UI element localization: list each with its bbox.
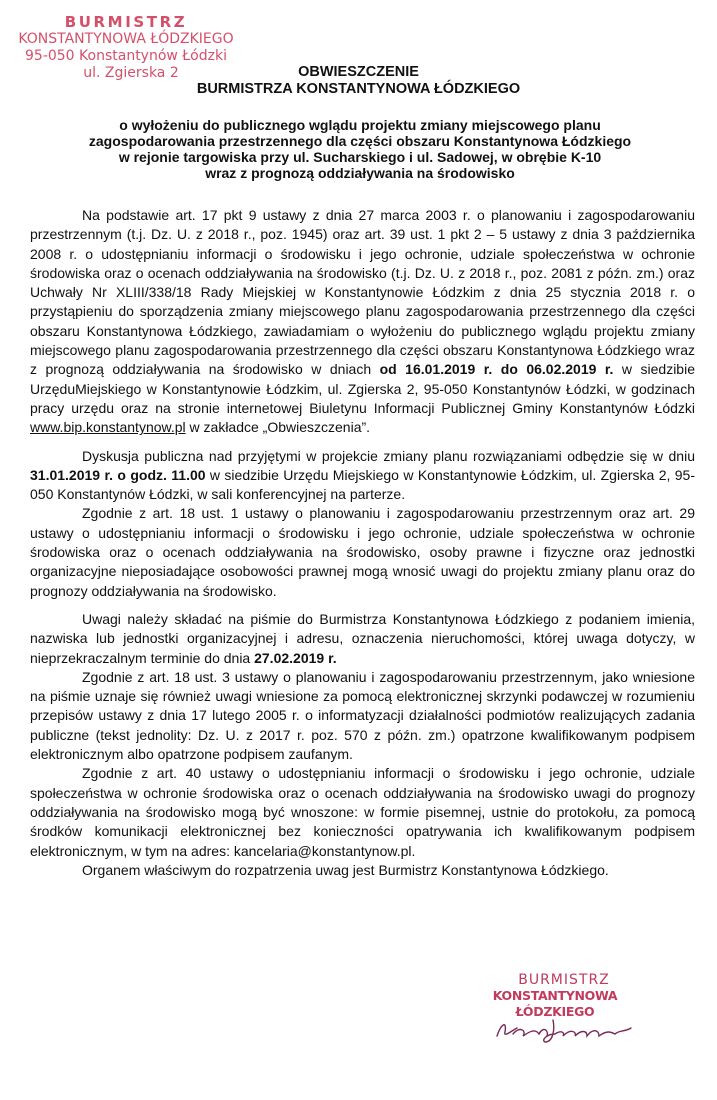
subject-line-4: wraz z prognozą oddziaływania na środowisko [205,165,515,181]
stamp-bottom-title: BURMISTRZ [518,972,610,988]
stamp-line-office: KONSTANTYNOWA ŁÓDZKIEGO [18,31,234,47]
handwritten-signature [483,1006,643,1046]
subject-line-1: o wyłożeniu do publicznego wglądu projektu zmiany miejscowego planu [119,117,601,133]
stamp-line-street: ul. Zgierska 2 [83,65,179,81]
discussion-date: 31.01.2019 r. o godz. 11.00 [30,466,206,483]
paragraph-legal-basis: Na podstawie art. 17 pkt 9 ustawy z dnia 27 marca 2003 r. o planowaniu i zagospodarowaniu przestrzennym (t.j. Dz. U. z 2018 r., poz. 1945) oraz art. 39 ust. 1 pkt 2 – 5 ustawy z dnia 3 października 2008 r. o udostępnianiu informacji o środowisku i jego ochronie, udziale społeczeństwa w ochronie środowiska oraz o ocenach oddziaływania na środowisko (t.j. Dz. U. z 2018 r., poz. 2081 z późn. zm.) oraz Uchwały Nr XLIII/338/18 Rady Miejskiej w Konstantynowie Łódzkim z dnia 25 stycznia 2018 r. o przystąpieniu do sporządzenia zmiany miejscowego planu zagospodarowania przestrzennego dla części obszaru Konstantynowa Łódzkiego, zawiadamiam o wyłożeniu do publicznego wglądu projektu zmiany miejscowego planu zagospodarowania przestrzennego dla części obszaru Konstantynowa Łódzkiego wraz z prognozą oddziaływania na środowisko w dniach od 16.01.2019 r. do 06.02.2019 r. w siedzibie UrzęduMiejskiego w Konstantynowie Łódzkim, ul. Zgierska 2, 95-050 Konstantynów Łódzki, w godzinach pracy urzędu oraz na stronie internetowej Biuletynu Informacji Publicznej Gminy Konstantynów Łódzki www.bip.konstantynow.pl w zakładce „Obwieszczenia”. [30,207,695,436]
comment-deadline: 27.02.2019 r. [254,649,337,666]
document-title [0,64,717,98]
stamp-line-title: BURMISTRZ [64,13,188,31]
document-body [30,206,695,880]
paragraph-electronic-submission: Zgodnie z art. 18 ust. 3 ustawy o planowaniu i zagospodarowaniu przestrzennym, jako wniesione na piśmie uznaje się również uwagi wniesione za pomocą elektronicznej skrzynki podawczej w rozumieniu przepisów ustawy z dnia 17 lutego 2005 r. o informatyzacji działalności podmiotów realizujących zadania publiczne (tekst jednolity: Dz. U. z 2017 r. poz. 570 z późn. zm.) opatrzone kwalifikowanym podpisem elektronicznym albo opatrzone podpisem zaufanym. [30,668,695,763]
stamp-bottom-office: KONSTANTYNOWA ŁÓDZKIEGO [492,988,618,1019]
subject-line-2: zagospodarowania przestrzennego dla części obszaru Konstantynowa Łódzkiego [88,133,632,149]
paragraph-competent-authority: Organem właściwym do rozpatrzenia uwag jest Burmistrz Konstantynowa Łódzkiego. [82,861,609,878]
document-subject [40,117,680,181]
title-line-1: OBWIESZCZENIE [298,64,419,80]
subject-line-3: w rejonie targowiska przy ul. Sucharskiego i ul. Sadowej, w obrębie K-10 [118,149,602,165]
paragraph-public-discussion: Dyskusja publiczna nad przyjętymi w projekcie zmiany planu rozwiązaniami odbędzie się w dniu 31.01.2019 r. o godz. 11.00 w siedzibie Urzędu Miejskiego w Konstantynowie Łódzkim, ul. Zgierska 2, 95-050 Konstantynów Łódzki, w sali konferencyjnej na parterze. [30,447,695,503]
paragraph-environment-comments: Zgodnie z art. 40 ustawy o udostępnianiu informacji o środowisku i jego ochronie, udziale społeczeństwa w ochronie środowiska oraz o ocenach oddziaływania na środowisko uwagi do prognozy oddziaływania na środowisko mogą być wnoszone: w formie pisemnej, ustnie do protokołu, za pomocą środków komunikacji elektronicznej bez konieczności opatrywania ich kwalifikowanym podpisem elektronicznym, w tym na adres: kancelaria@konstantynow.pl. [30,765,695,859]
title-line-2: BURMISTRZA KONSTANTYNOWA ŁÓDZKIEGO [196,81,521,97]
bip-link[interactable]: www.bip.konstantynow.pl [30,419,186,436]
paragraph-comment-submission: Uwagi należy składać na piśmie do Burmistrza Konstantynowa Łódzkiego z podaniem imienia, nazwiska lub jednostki organizacyjnej i adresu, oznaczenia nieruchomości, której uwaga dotyczy, w nieprzekraczalnym terminie do dnia 27.02.2019 r. [30,610,695,666]
exhibition-dates: od 16.01.2019 r. do 06.02.2019 r. [379,361,614,378]
stamp-line-postcode: 95-050 Konstantynów Łódzki [25,48,227,64]
paragraph-who-may-comment: Zgodnie z art. 18 ust. 1 ustawy o planowaniu i zagospodarowaniu przestrzennym oraz art. 29 ustawy o udostępnianiu informacji o środowisku i jego ochronie, udziale społeczeństwa w ochronie środowiska oraz o ocenach oddziaływania na środowisko, osoby prawne i fizyczne oraz jednostki organizacyjne nieposiadające osobowości prawnej mogą wnosić uwagi do projektu zmiany planu oraz do prognozy oddziaływania na środowisko. [30,505,695,599]
